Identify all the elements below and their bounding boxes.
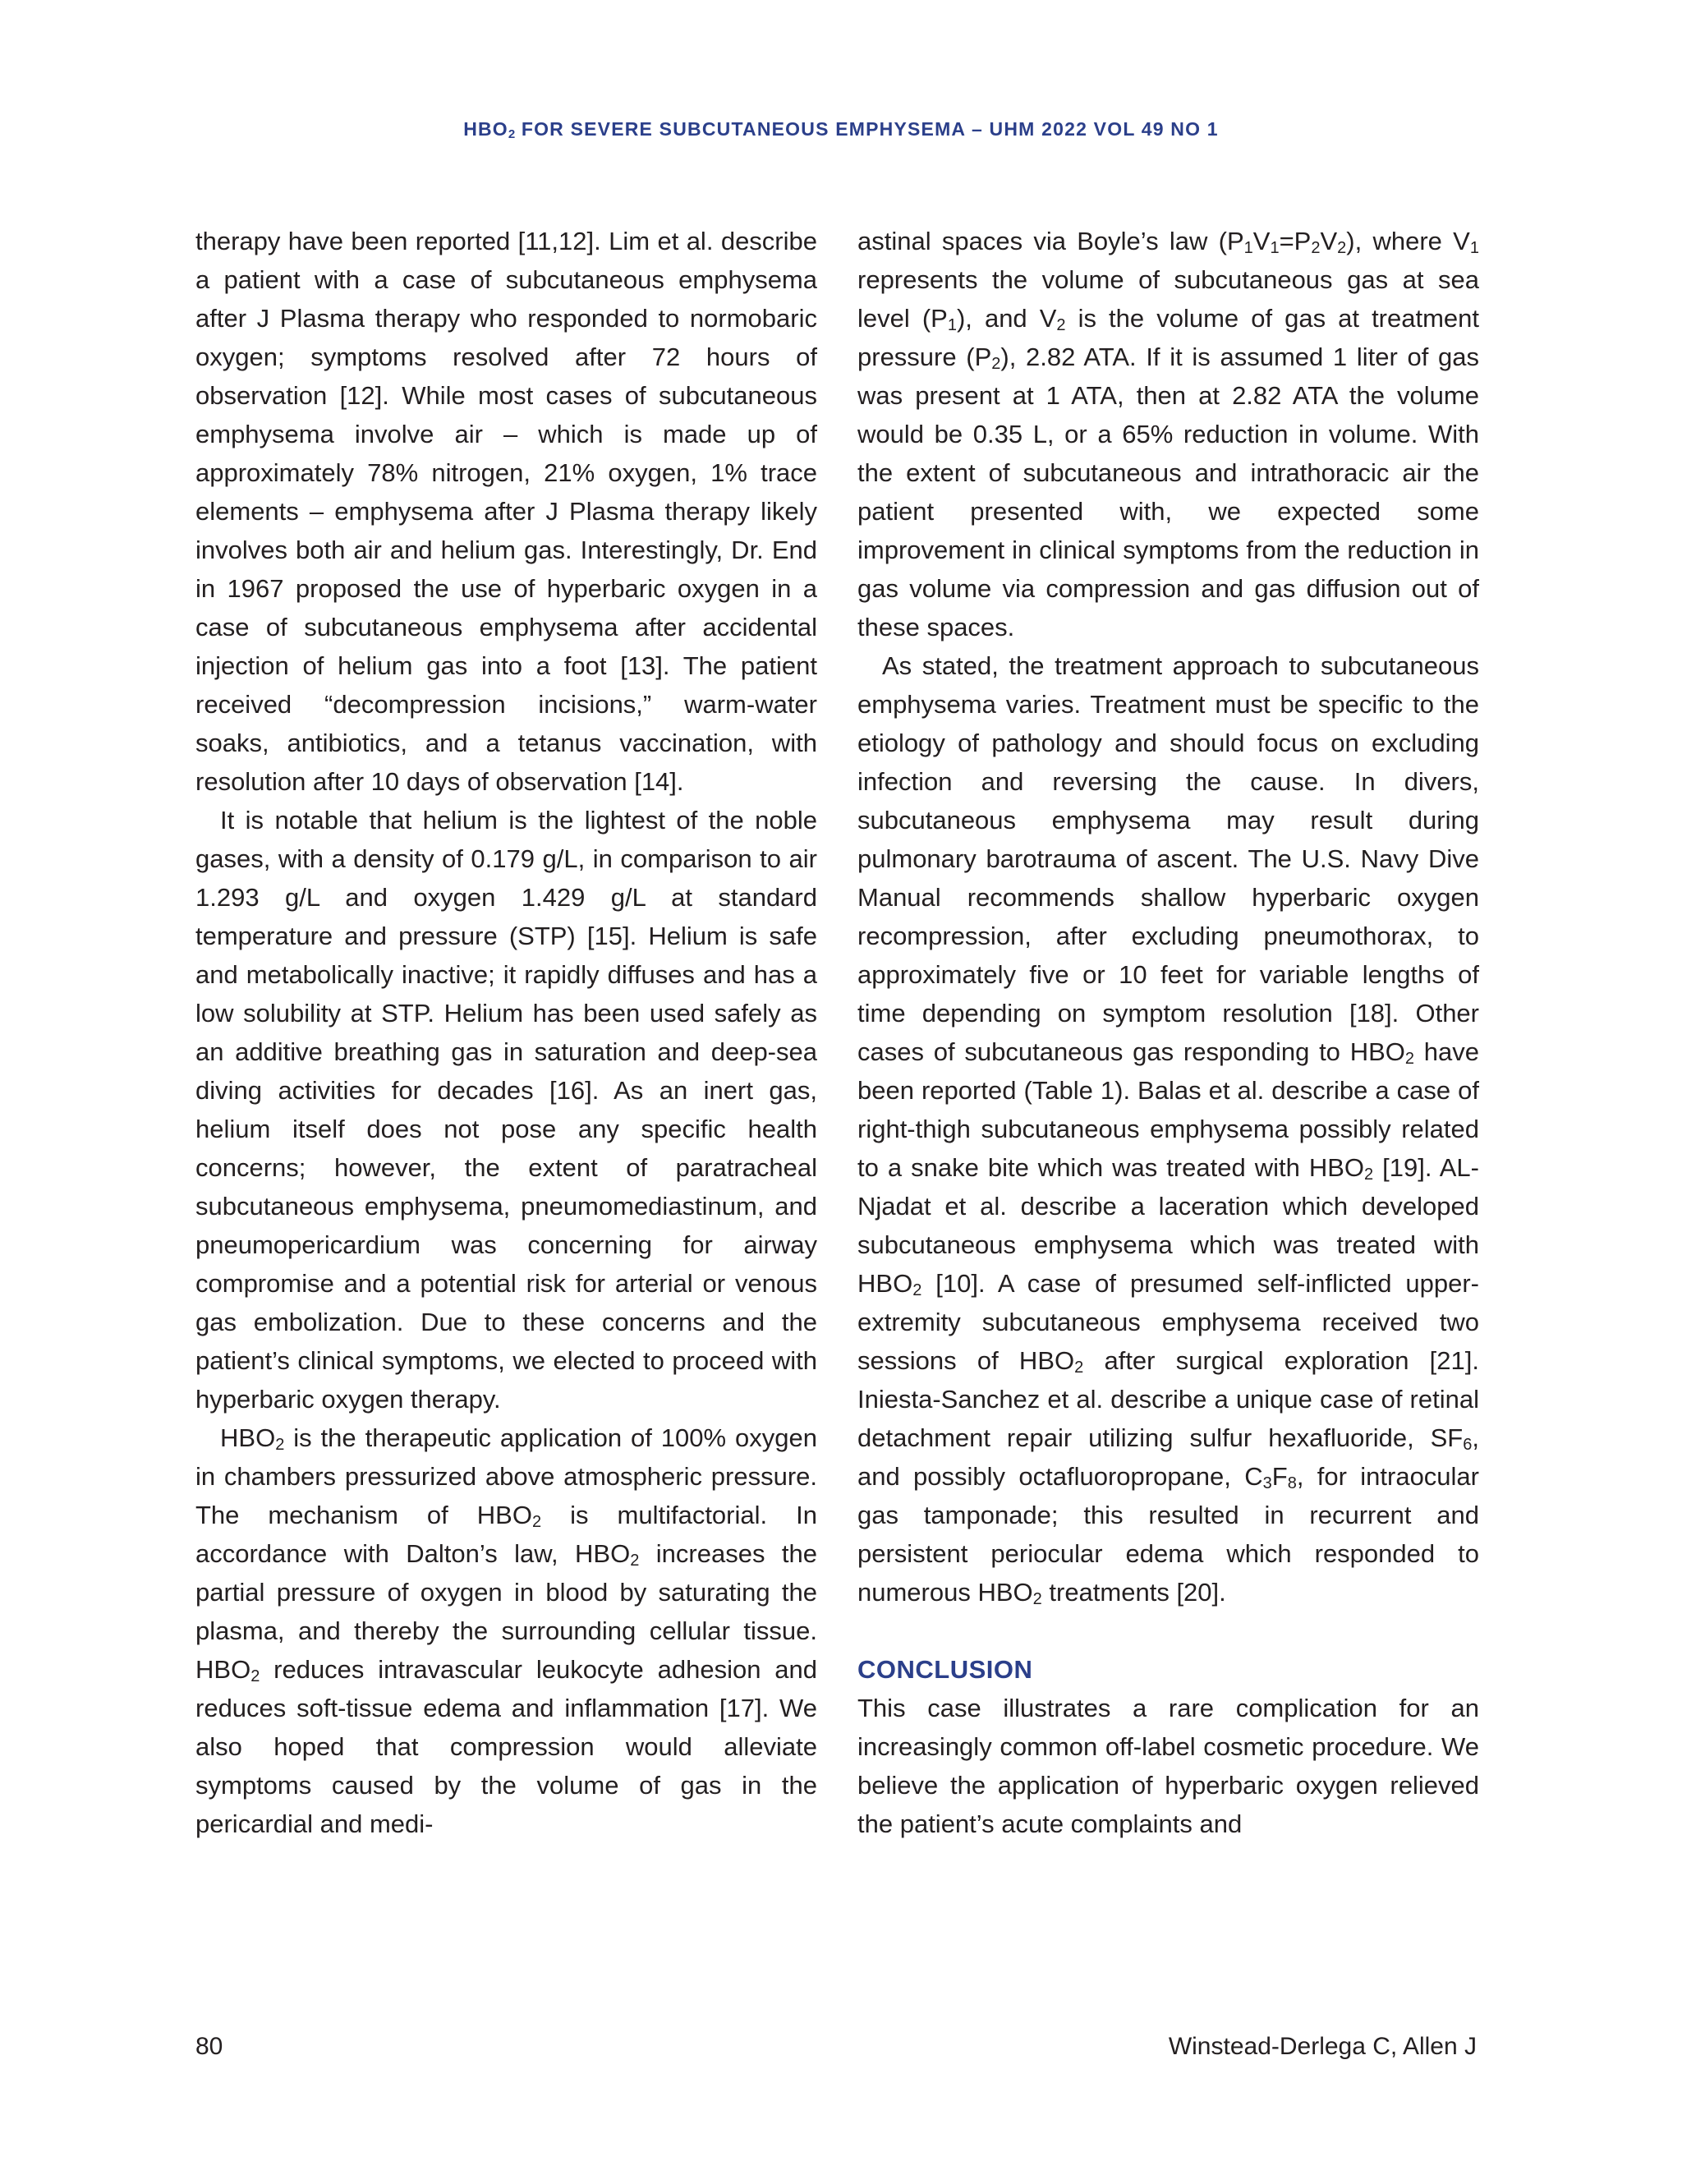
paragraph-treatment-approach: As stated, the treatment approach to subcutaneous emphysema varies. Treatment must be specific to the etiology of pathology and should focus on excluding infection and reversing the cause. In divers, subcutaneous emphysema may result during pulmonary barotrauma of ascent. The U.S. Navy Dive Manual recommends shallow hyperbaric oxygen recompression, after excluding pneumothorax, to approximately five or 10 feet for variable lengths of time depending on symptom resolution [18]. Other cases of subcutaneous gas responding to $HBO_2$ have been reported (Table 1). Balas et al. describe a case of right-thigh subcutaneous emphysema possibly related to a snake bite which was treated with $HBO_2$ [19]. AL-Njadat et al. describe a laceration which developed subcutaneous emphysema which was treated with $HBO_2$ [10]. A case of presumed self-inflicted upper-extremity subcutaneous emphysema received two sessions of $HBO_2$ after surgical exploration [21]. Iniesta-Sanchez et al. describe a unique case of retinal detachment repair utilizing sulfur hexafluoride, $SF_6$, and possibly octafluoropropane, $C_3F_8$, for intraocular gas tamponade; this resulted in recurrent and persistent periocular edema which responded to numerous $HBO_2$ treatments [20]. bbox=[857, 651, 1479, 1608]
left-column bbox=[195, 222, 817, 1843]
page-number: 80 bbox=[195, 2033, 223, 2060]
paragraph-boyles-law: astinal spaces via Boyle’s law $(P_1V_1=P_2V_2)$, where $V_1$ represents the volume of subcutaneous gas at sea level $(P_1)$, and $V_2$ is the volume of gas at treatment pressure $(P_2)$, 2.82 ATA. If it is assumed 1 liter of gas was present at 1 ATA, then at 2.82 ATA the volume would be 0.35 L, or a 65% reduction in volume. With the extent of subcutaneous and intrathoracic air the patient presented with, we expected some improvement in clinical symptoms from the reduction in gas volume via compression and gas diffusion out of these spaces. bbox=[857, 227, 1480, 641]
header-subscript: 2 bbox=[508, 127, 516, 141]
paragraph-conclusion: This case illustrates a rare complication for an increasingly common off-label cosmetic procedure. We believe the application of hyperbaric oxygen relieved the patient’s acute complaints and bbox=[857, 1694, 1479, 1838]
paragraph-hbo2-mechanism: $HBO_2$ is the therapeutic application of 100% oxygen in chambers pressurized above atmospheric pressure. The mechanism of $HBO_2$ is multifactorial. In accordance with Dalton’s law, $HBO_2$ increases the partial pressure of oxygen in blood by saturating the plasma, and thereby the surrounding cellular tissue. $HBO_2$ reduces intravascular leukocyte adhesion and reduces soft-tissue edema and inflammation [17]. We also hoped that compression would alleviate symptoms caused by the volume of gas in the pericardial and medi- bbox=[195, 1423, 817, 1838]
running-header bbox=[0, 118, 1682, 141]
footer-authors: Winstead-Derlega C, Allen J bbox=[1168, 2033, 1477, 2060]
header-prefix: HBO bbox=[463, 118, 508, 140]
header-title: FOR SEVERE SUBCUTANEOUS EMPHYSEMA – UHM 2022 VOL 49 NO 1 bbox=[515, 118, 1219, 140]
right-column bbox=[857, 222, 1479, 1843]
paragraph-helium-history: therapy have been reported [11,12]. Lim et al. describe a patient with a case of subcutaneous emphysema after J Plasma therapy who responded to normobaric oxygen; symptoms resolved after 72 hours of observation [12]. While most cases of subcutaneous emphysema involve air – which is made up of approximately 78% nitrogen, 21% oxygen, 1% trace elements – emphysema after J Plasma therapy likely involves both air and helium gas. Interestingly, Dr. End in 1967 proposed the use of hyperbaric oxygen in a case of subcutaneous emphysema after accidental injection of helium gas into a foot [13]. The patient received “decompression incisions,” warm-water soaks, antibiotics, and a tetanus vaccination, with resolution after 10 days of observation [14]. bbox=[195, 227, 817, 796]
conclusion-heading: CONCLUSION bbox=[857, 1655, 1033, 1684]
paragraph-helium-properties: It is notable that helium is the lightest of the noble gases, with a density of 0.179 g/L, in comparison to air 1.293 g/L and oxygen 1.429 g/L at standard temperature and pressure (STP) [15]. Helium is safe and metabolically inactive; it rapidly diffuses and has a low solubility at STP. Helium has been used safely as an additive breathing gas in saturation and deep-sea diving activities for decades [16]. As an inert gas, helium itself does not pose any specific health concerns; however, the extent of paratracheal subcutaneous emphysema, pneumomediastinum, and pneumopericardium was concerning for airway compromise and a potential risk for arterial or venous gas embolization. Due to these concerns and the patient’s clinical symptoms, we elected to proceed with hyperbaric oxygen therapy. bbox=[195, 806, 817, 1414]
